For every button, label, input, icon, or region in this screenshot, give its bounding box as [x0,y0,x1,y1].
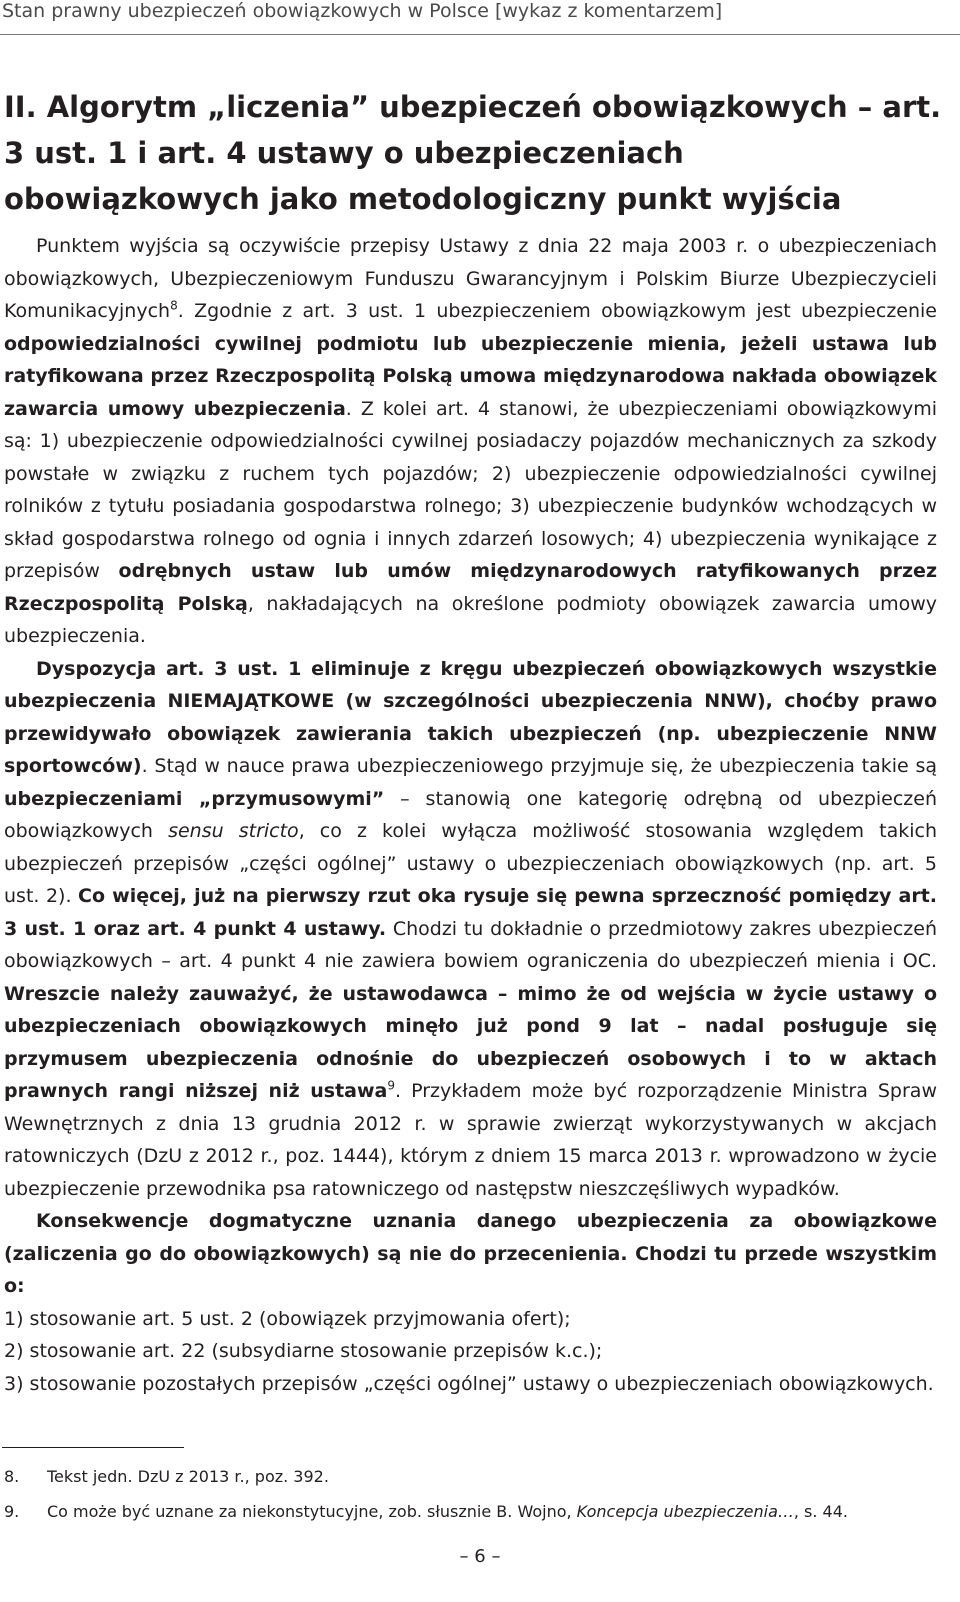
running-header: Stan prawny ubezpieczeń obowiązkowych w Polsce [wykaz z komentarzem] [2,0,723,22]
text-run: Punktem wyjścia są oczywiście przepisy Ustawy z dnia 22 maja 2003 r. o ubezpieczeniach obowiązkowych, Ubezpieczeniowym Funduszu Gwarancyjnym i Polskim Biurze Ubezpieczycieli Komunikacyjnych [4,235,937,322]
footnote-text [47,1494,848,1529]
footnote-number: 9. [4,1502,20,1521]
list-item: 1) stosowanie art. 5 ust. 2 (obowiązek przyjmowania ofert); [4,1307,571,1330]
footnote-separator [2,1447,184,1448]
text-run: , co z kolei wyłącza możliwość stosowania względem takich ubezpieczeń przepisów „części ogólnej” ustawy o ubezpieczeniach obowiązkowych (np. art. 5 ust. 2). [4,820,938,907]
list-item: 3) stosowanie pozostałych przepisów „części ogólnej” ustawy o ubezpieczeniach obowiązkowych. [4,1372,934,1395]
text-run: , nakładających na określone podmioty obowiązek zawarcia umowy ubezpieczenia. [4,592,937,647]
footnote-8 [4,1459,934,1494]
paragraph-1 [4,230,937,653]
footnote-9 [4,1494,934,1529]
footnote-ref-9: 9 [387,1078,396,1093]
text-run: , s. 44. [793,1502,848,1521]
italic-run: Koncepcja ubezpieczenia… [576,1502,794,1521]
consequences-list [4,1303,937,1401]
paragraph-2 [4,653,937,1206]
list-item: 2) stosowanie art. 22 (subsydiarne stosowanie przepisów k.c.); [4,1340,603,1362]
header-divider [0,34,960,35]
text-run: Co może być uznane za niekonstytucyjne, zob. słusznie B. Wojno, [47,1502,577,1521]
text-run: Chodzi tu dokładnie o przedmiotowy zakres ubezpieczeń obowiązkowych – art. 4 punkt 4 nie zawiera bowiem ograniczenia do ubezpieczeń mienia i OC. [4,917,937,972]
bold-run: Konsekwencje dogmatyczne uznania danego ubezpieczenia za obowiązkowe (zaliczenia go do obowiązkowych) są nie do przecenienia. Chodzi tu przede wszystkim o: [4,1210,937,1297]
page-number: – 6 – [459,1546,501,1567]
footnote-number: 8. [4,1467,20,1486]
paragraph-3 [4,1205,937,1303]
body-text [4,230,937,1400]
bold-run: odrębnych ustaw lub umów międzynarodowych ratyfikowanych przez Rzeczpospolitą Polską [4,560,938,615]
text-run: . Z kolei art. 4 stanowi, że ubezpieczeniami obowiązkowymi są: 1) ubezpieczenie odpowiedzialności cywilnej posiadaczy pojazdów mechanicznych za szkody powstałe w związku z ruchem tych pojazdów; 2) ubezpieczenie odpowiedzialności cywilnej rolników z tytułu posiadania gospodarstwa rolnego; 3) ubezpieczenie budynków wchodzących w skład gospodarstwa rolnego od ognia i innych zdarzeń losowych; 4) ubezpieczenia wynikające z przepisów [4,397,938,582]
text-run: . Przykładem może być rozporządzenie Ministra Spraw Wewnętrznych z dnia 13 grudnia 2012 r. w sprawie zwierząt wykorzystywanych w akcjach ratowniczych (DzU z 2012 r., poz. 1444), którym z dniem 15 marca 2013 r. wprowadzono w życie ubezpieczenie przewodnika psa ratowniczego od następstw nieszczęśliwych wypadków. [4,1080,937,1200]
bold-run: Co więcej, już na pierwszy rzut oka rysuje się pewna sprzeczność pomiędzy art. 3 ust. 1 oraz art. 4 punkt 4 ustawy. [4,885,937,940]
text-run: . Zgodnie z art. 3 ust. 1 ubezpieczeniem obowiązkowym jest ubezpieczenie [177,300,937,322]
bold-run: odpowiedzialności cywilnej podmiotu lub ubezpieczenie mienia, jeżeli ustawa lub ratyfikowana przez Rzeczpospolitą Polską umowa międzynarodowa nakłada obowiązek zawarcia umowy ubezpieczenia [4,332,937,420]
bold-run: Dyspozycja art. 3 ust. 1 eliminuje z kręgu ubezpieczeń obowiązkowych wszystkie ubezpieczenia NIEMAJĄTKOWE (w szczególności ubezpieczenia NNW), choćby prawo przewidywało obowiązek zawierania takich ubezpieczeń (np. ubezpieczenie NNW sportowców) [4,657,937,777]
text-run: – stanowią one kategorię odrębną od ubezpieczeń obowiązkowych [4,787,937,842]
bold-run: ubezpieczeniami „przymusowymi” [4,787,385,810]
section-title: II. Algorytm „liczenia” ubezpieczeń obowiązkowych – art. 3 ust. 1 i art. 4 ustawy o ubezpieczeniach obowiązkowych jako metodologiczny punkt wyjścia [4,90,942,216]
italic-run: sensu stricto [168,820,299,842]
footnotes [4,1459,934,1529]
footnote-ref-8: 8 [170,298,178,313]
footnote-text: Tekst jedn. DzU z 2013 r., poz. 392. [47,1467,329,1486]
bold-run: Wreszcie należy zauważyć, że ustawodawca – mimo że od wejścia w życie ustawy o ubezpieczeniach obowiązkowych minęło już pond 9 lat – nadal posługuje się przymusem ubezpieczenia odnośnie do ubezpieczeń osobowych i to w aktach prawnych rangi niższej niż ustawa [4,982,937,1102]
text-run: . Stąd w nauce prawa ubezpieczeniowego przyjmuje się, że ubezpieczenia takie są [141,755,937,777]
